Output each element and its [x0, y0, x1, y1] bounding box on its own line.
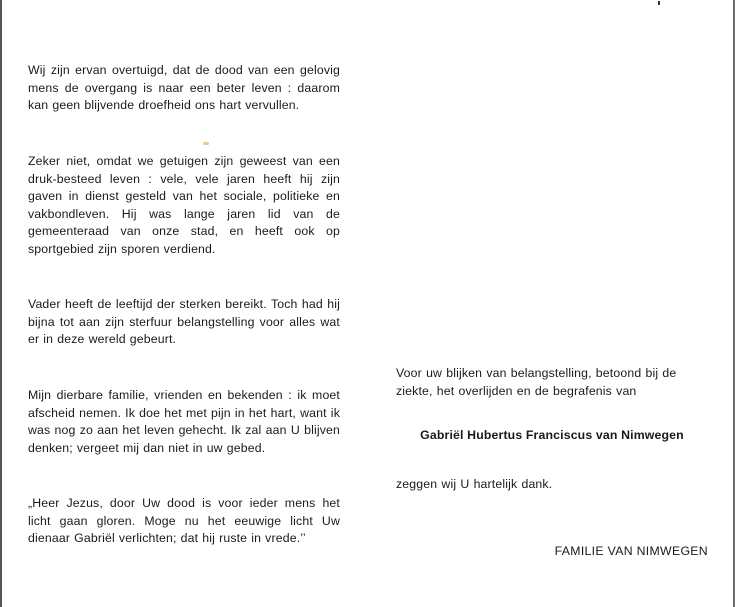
left-edge-border: [0, 0, 2, 607]
paragraph-father-age: Vader heeft de leeftijd der sterken bereikt. Toch had hij bijna tot aan zijn sterfuur belangstelling voor alles wat er in deze wereld gebeurt.: [28, 297, 340, 347]
top-edge-mark: [658, 1, 660, 5]
paragraph-farewell: Mijn dierbare familie, vrienden en bekenden : ik moet afscheid nemen. Ik doe het met pijn in het hart, want ik was nog zo aan het leven gehecht. Ik zal aan U blijven denken; vergeet mij dan niet in uw gebed.: [28, 388, 340, 455]
thanks-intro: Voor uw blijken van belangstelling, betoond bij de ziekte, het overlijden en de begrafenis van: [396, 366, 677, 398]
paragraph-busy-life: Zeker niet, omdat we getuigen zijn geweest van een druk-besteed leven : vele, vele jaren heeft hij zijn gaven in dienst gesteld van het sociale, politieke en vakbondleven. Hij was lange jaren lid van de gemeenteraad van onze stad, en heeft ook op sportgebied zijn sporen verdiend.: [28, 154, 340, 256]
deceased-name: Gabriël Hubertus Franciscus van Nimwegen: [420, 428, 684, 442]
paragraph-prayer: „Heer Jezus, door Uw dood is voor ieder mens het licht gaan gloren. Moge nu het eeuwige licht Uw dienaar Gabriël verlichten; dat hij ruste in vrede.’’: [28, 496, 340, 546]
family-signature: FAMILIE VAN NIMWEGEN: [554, 544, 708, 558]
paragraph-conviction: Wij zijn ervan overtuigd, dat de dood van een gelovig mens de overgang is naar een beter leven : daarom kan geen blijvende droefheid ons hart vervullen.: [28, 63, 340, 113]
paper-speck: [203, 142, 209, 145]
thanks-closing: zeggen wij U hartelijk dank.: [396, 477, 553, 491]
